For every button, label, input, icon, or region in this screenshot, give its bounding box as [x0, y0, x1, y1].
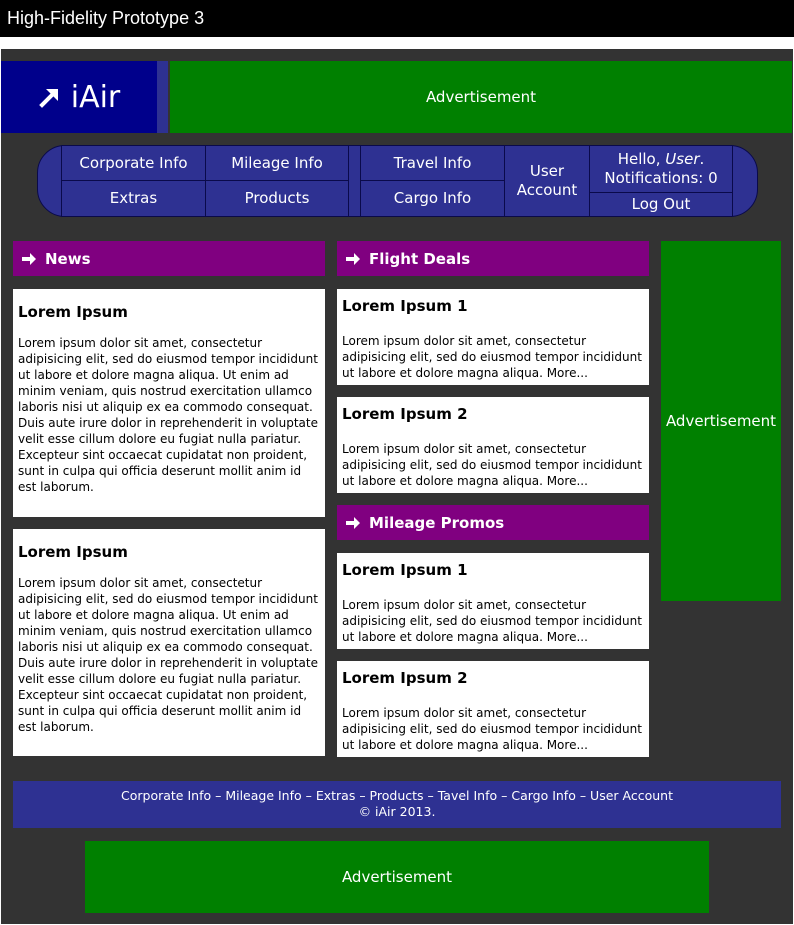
mileage-promo-card[interactable]	[337, 661, 649, 757]
greeting-text: Hello,	[617, 150, 661, 168]
news-title: Lorem Ipsum	[18, 543, 128, 561]
news-card[interactable]	[13, 529, 325, 756]
footer-links[interactable]: Corporate Info – Mileage Info – Extras – Products – Tavel Info – Cargo Info – User Account	[121, 788, 673, 803]
flight-deals-header-label: Flight Deals	[369, 249, 471, 268]
news-title: Lorem Ipsum	[18, 303, 128, 321]
mileage-promos-header[interactable]	[337, 505, 649, 540]
mileage-promo-body: Lorem ipsum dolor sit amet, consectetur adipisicing elit, sed do eiusmod tempor incididunt ut labore et dolore magna aliqua. More...	[342, 706, 642, 752]
nav-travel-info[interactable]: Travel Info	[360, 145, 505, 181]
mileage-promos-header-label: Mileage Promos	[369, 513, 505, 532]
nav-user-account[interactable]: User Account	[504, 145, 590, 217]
logo-divider	[157, 61, 168, 133]
arrow-right-icon	[345, 252, 361, 266]
footer	[13, 781, 781, 828]
arrow-right-icon	[21, 252, 37, 266]
flight-deal-title: Lorem Ipsum 2	[342, 405, 468, 423]
news-card[interactable]	[13, 289, 325, 517]
news-body: Lorem ipsum dolor sit amet, consectetur adipisicing elit, sed do eiusmod tempor incididunt ut labore et dolore magna aliqua. Ut enim ad minim veniam, quis nostrud exercitation ullamco laboris nisi ut aliquip ex ea commodo consequat. Duis aute irure dolor in reprehenderit in voluptate velit esse cillum dolore eu fugiat nulla pariatur. Excepteur sint occaecat cupidatat non proident, sunt in culpa qui officia deserunt mollit anim id est laborum.	[18, 336, 318, 494]
mileage-promo-title: Lorem Ipsum 1	[342, 561, 468, 579]
flight-deal-body: Lorem ipsum dolor sit amet, consectetur adipisicing elit, sed do eiusmod tempor incididunt ut labore et dolore magna aliqua. More...	[342, 334, 642, 380]
greeting-line	[618, 150, 705, 169]
mileage-promo-body: Lorem ipsum dolor sit amet, consectetur adipisicing elit, sed do eiusmod tempor incididunt ut labore et dolore magna aliqua. More...	[342, 598, 642, 644]
logout-button[interactable]: Log Out	[589, 192, 733, 217]
flight-deal-card[interactable]	[337, 289, 649, 385]
window-title: High-Fidelity Prototype 3	[0, 0, 794, 37]
nav-cargo-info[interactable]: Cargo Info	[360, 180, 505, 217]
footer-copyright: © iAir 2013.	[358, 804, 436, 819]
brand-name: iAir	[70, 79, 121, 115]
flight-deal-body: Lorem ipsum dolor sit amet, consectetur adipisicing elit, sed do eiusmod tempor incididunt ut labore et dolore magna aliqua. More...	[342, 442, 642, 488]
bottom-advertisement[interactable]: Advertisement	[85, 841, 709, 913]
nav-extras[interactable]: Extras	[61, 180, 206, 217]
logo[interactable]	[1, 61, 158, 133]
nav-products[interactable]: Products	[205, 180, 349, 217]
side-advertisement[interactable]: Advertisement	[661, 241, 781, 601]
news-body: Lorem ipsum dolor sit amet, consectetur adipisicing elit, sed do eiusmod tempor incididunt ut labore et dolore magna aliqua. Ut enim ad minim veniam, quis nostrud exercitation ullamco laboris nisi ut aliquip ex ea commodo consequat. Duis aute irure dolor in reprehenderit in voluptate velit esse cillum dolore eu fugiat nulla pariatur. Excepteur sint occaecat cupidatat non proident, sunt in culpa qui officia deserunt mollit anim id est laborum.	[18, 576, 318, 734]
arrow-up-right-icon	[39, 86, 61, 108]
top-advertisement[interactable]: Advertisement	[170, 61, 792, 133]
arrow-right-icon	[345, 516, 361, 530]
flight-deals-header[interactable]	[337, 241, 649, 276]
nav-mileage-info[interactable]: Mileage Info	[205, 145, 349, 181]
user-name[interactable]: User	[665, 150, 700, 168]
greeting-end: .	[699, 150, 705, 168]
mileage-promo-title: Lorem Ipsum 2	[342, 669, 468, 687]
news-header[interactable]	[13, 241, 325, 276]
nav-corporate-info[interactable]: Corporate Info	[61, 145, 206, 181]
flight-deal-card[interactable]	[337, 397, 649, 493]
user-status	[589, 145, 733, 193]
flight-deal-title: Lorem Ipsum 1	[342, 297, 468, 315]
news-header-label: News	[45, 249, 91, 268]
notifications-count[interactable]: Notifications: 0	[604, 169, 718, 187]
mileage-promo-card[interactable]	[337, 553, 649, 649]
